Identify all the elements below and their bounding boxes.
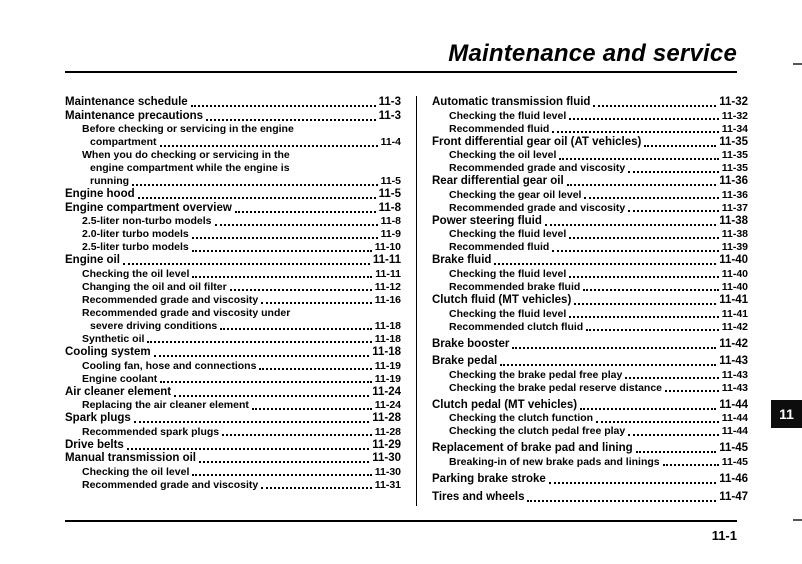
crop-mark-top bbox=[793, 63, 802, 65]
chapter-tab-label: 11 bbox=[779, 406, 794, 422]
toc-subentry[interactable] bbox=[432, 123, 748, 136]
toc-entry-label: Clutch pedal (MT vehicles) bbox=[432, 398, 578, 411]
dot-leader bbox=[192, 474, 371, 476]
toc-entry-label-line: Before checking or servicing in the engine bbox=[82, 123, 294, 136]
toc-entry-page: 11-5 bbox=[380, 175, 401, 188]
toc-right-column bbox=[432, 96, 748, 504]
toc-entry-page: 11-11 bbox=[372, 254, 401, 267]
toc-subentry[interactable] bbox=[432, 382, 748, 395]
toc-entry-page: 11-43 bbox=[721, 381, 748, 394]
dot-leader bbox=[494, 263, 716, 265]
dot-leader bbox=[199, 461, 369, 463]
toc-entry[interactable] bbox=[432, 355, 748, 369]
dot-leader bbox=[174, 395, 369, 397]
toc-entry-page: 11-42 bbox=[719, 337, 748, 350]
toc-entry-page: 11-41 bbox=[721, 307, 748, 320]
toc-subentry[interactable] bbox=[432, 162, 748, 175]
dot-leader bbox=[559, 158, 718, 160]
toc-entry-label: Checking the fluid level bbox=[449, 109, 567, 122]
toc-entry-label: Power steering fluid bbox=[432, 214, 542, 227]
toc-entry-label: Engine coolant bbox=[82, 372, 158, 385]
column-divider bbox=[416, 96, 417, 506]
toc-entry[interactable] bbox=[65, 439, 401, 453]
toc-subentry[interactable] bbox=[65, 228, 401, 241]
toc-subentry[interactable] bbox=[65, 466, 401, 479]
toc-entry-page: 11-34 bbox=[721, 122, 748, 135]
toc-entry-label: Checking the clutch pedal free play bbox=[449, 425, 626, 438]
toc-entry-label: running bbox=[90, 175, 130, 188]
toc-entry[interactable] bbox=[65, 188, 401, 202]
dot-leader bbox=[569, 237, 718, 239]
toc-subentry[interactable] bbox=[65, 149, 401, 188]
toc-entry[interactable] bbox=[65, 386, 401, 400]
toc-entry-page: 11-40 bbox=[719, 254, 748, 267]
dot-leader bbox=[192, 237, 378, 239]
toc-subentry[interactable] bbox=[65, 268, 401, 281]
toc-entry-label: Brake booster bbox=[432, 337, 510, 350]
dot-leader bbox=[593, 105, 716, 107]
page-number: 11-1 bbox=[711, 528, 737, 543]
toc-subentry[interactable] bbox=[432, 241, 748, 254]
toc-entry-label: Recommended fluid bbox=[449, 122, 550, 135]
toc-subentry[interactable] bbox=[65, 373, 401, 386]
dot-leader bbox=[545, 224, 716, 226]
dot-leader bbox=[500, 364, 716, 366]
toc-entry-page: 11-28 bbox=[372, 412, 401, 425]
dot-leader bbox=[154, 355, 370, 357]
toc-entry-label: Checking the gear oil level bbox=[449, 188, 582, 201]
toc-entry-label: Breaking-in of new brake pads and linings bbox=[449, 455, 660, 468]
toc-subentry[interactable] bbox=[65, 307, 401, 333]
toc-entry[interactable] bbox=[65, 254, 401, 268]
toc-entry-page: 11-19 bbox=[374, 359, 401, 372]
dot-leader bbox=[567, 184, 717, 186]
toc-entry-page: 11-44 bbox=[721, 425, 748, 438]
dot-leader bbox=[138, 197, 376, 199]
dot-leader bbox=[127, 448, 369, 450]
toc-entry-page: 11-12 bbox=[374, 280, 401, 293]
dot-leader bbox=[625, 377, 718, 379]
toc-entry-page: 11-19 bbox=[374, 372, 401, 385]
toc-entry-page: 11-36 bbox=[721, 188, 748, 201]
toc-subentry[interactable] bbox=[432, 456, 748, 469]
toc-entry-label: Front differential gear oil (AT vehicles) bbox=[432, 135, 642, 148]
toc-subentry[interactable] bbox=[65, 399, 401, 412]
toc-subentry[interactable] bbox=[65, 215, 401, 228]
dot-leader bbox=[628, 434, 719, 436]
toc-entry-page: 11-8 bbox=[380, 215, 401, 228]
toc-entry-page: 11-3 bbox=[378, 96, 401, 108]
toc-subentry[interactable] bbox=[432, 321, 748, 334]
dot-leader bbox=[160, 381, 371, 383]
toc-entry-page: 11-43 bbox=[721, 368, 748, 381]
toc-entry[interactable] bbox=[65, 452, 401, 466]
toc-entry-label: Engine oil bbox=[65, 254, 120, 267]
toc-entry-label: Checking the oil level bbox=[449, 149, 557, 162]
toc-entry-page: 11-40 bbox=[721, 280, 748, 293]
toc-left-column bbox=[65, 96, 401, 492]
crop-mark-bottom bbox=[793, 519, 802, 521]
dot-leader bbox=[192, 250, 372, 252]
dot-leader bbox=[569, 276, 718, 278]
dot-leader bbox=[569, 316, 718, 318]
chapter-tab bbox=[771, 400, 802, 428]
dot-leader bbox=[636, 451, 717, 453]
dot-leader bbox=[583, 289, 718, 291]
toc-entry[interactable] bbox=[432, 338, 748, 352]
toc-entry-page: 11-35 bbox=[721, 162, 748, 175]
toc-subentry[interactable] bbox=[432, 268, 748, 281]
dot-leader bbox=[220, 328, 372, 330]
toc-entry-label: Checking the brake pedal free play bbox=[449, 368, 623, 381]
toc-entry-label: Checking the fluid level bbox=[449, 267, 567, 280]
toc-entry-page: 11-43 bbox=[719, 355, 748, 368]
toc-entry-label: Drive belts bbox=[65, 438, 124, 451]
dot-leader bbox=[628, 171, 718, 173]
toc-entry[interactable] bbox=[432, 215, 748, 229]
dot-leader bbox=[261, 487, 371, 489]
toc-entry-page: 11-9 bbox=[380, 228, 401, 241]
dot-leader bbox=[222, 434, 372, 436]
header-rule bbox=[65, 71, 737, 73]
toc-entry-page: 11-35 bbox=[719, 135, 748, 148]
dot-leader bbox=[252, 408, 372, 410]
dot-leader bbox=[596, 421, 719, 423]
toc-entry[interactable] bbox=[65, 202, 401, 216]
toc-entry-label: Engine hood bbox=[65, 188, 135, 201]
toc-entry-label: Tires and wheels bbox=[432, 490, 525, 503]
toc-entry-label: Cooling system bbox=[65, 345, 151, 358]
toc-entry-label: Recommended grade and viscosity bbox=[449, 201, 626, 214]
dot-leader bbox=[206, 119, 376, 121]
toc-subentry[interactable] bbox=[432, 369, 748, 382]
dot-leader bbox=[586, 329, 719, 331]
toc-entry-page: 11-44 bbox=[721, 412, 748, 425]
dot-leader bbox=[574, 303, 716, 305]
toc-subentry[interactable] bbox=[432, 189, 748, 202]
dot-leader bbox=[527, 500, 716, 502]
toc-entry-label: Cooling fan, hose and connections bbox=[82, 359, 257, 372]
toc-entry-page: 11-37 bbox=[721, 201, 748, 214]
toc-entry-label: Checking the fluid level bbox=[449, 307, 567, 320]
toc-entry-label: Checking the oil level bbox=[82, 465, 190, 478]
dot-leader bbox=[192, 276, 372, 278]
toc-entry-page: 11-36 bbox=[719, 175, 748, 188]
toc-entry-label: Replacement of brake pad and lining bbox=[432, 442, 633, 455]
dot-leader bbox=[160, 145, 378, 147]
page-title: Maintenance and service bbox=[448, 40, 737, 67]
dot-leader bbox=[123, 263, 370, 265]
toc-subentry[interactable] bbox=[432, 228, 748, 241]
toc-entry-label: severe driving conditions bbox=[90, 319, 218, 332]
toc-entry[interactable] bbox=[432, 442, 748, 456]
toc-subentry[interactable] bbox=[65, 479, 401, 492]
toc-entry-label: Checking the clutch function bbox=[449, 412, 594, 425]
toc-entry-page: 11-44 bbox=[719, 398, 748, 411]
toc-entry-label: 2.0-liter turbo models bbox=[82, 228, 189, 241]
toc-entry[interactable] bbox=[432, 175, 748, 189]
toc-entry-page: 11-5 bbox=[378, 188, 401, 201]
toc-subentry[interactable] bbox=[432, 281, 748, 294]
toc-subentry[interactable] bbox=[432, 425, 748, 438]
dot-leader bbox=[665, 390, 719, 392]
toc-subentry[interactable] bbox=[65, 360, 401, 373]
toc-entry[interactable] bbox=[65, 110, 401, 124]
toc-subentry[interactable] bbox=[65, 333, 401, 346]
toc-entry[interactable] bbox=[65, 412, 401, 426]
toc-subentry[interactable] bbox=[65, 294, 401, 307]
toc-entry-label: Parking brake stroke bbox=[432, 472, 546, 485]
dot-leader bbox=[580, 408, 716, 410]
toc-entry-label: Recommended grade and viscosity bbox=[449, 162, 626, 175]
toc-entry-page: 11-18 bbox=[374, 332, 401, 345]
toc-entry[interactable] bbox=[432, 254, 748, 268]
toc-entry[interactable] bbox=[65, 96, 401, 110]
toc-entry-page: 11-41 bbox=[719, 293, 748, 306]
toc-entry-page: 11-10 bbox=[374, 241, 401, 254]
toc-entry-page: 11-46 bbox=[719, 472, 748, 485]
toc-entry-page: 11-24 bbox=[372, 385, 401, 398]
toc-entry-label: Brake fluid bbox=[432, 254, 492, 267]
toc-subentry[interactable] bbox=[65, 281, 401, 294]
toc-entry-label-line: When you do checking or servicing in the bbox=[82, 149, 290, 162]
toc-subentry[interactable] bbox=[432, 308, 748, 321]
toc-entry-page: 11-39 bbox=[721, 241, 748, 254]
toc-entry-label: Maintenance precautions bbox=[65, 109, 204, 122]
toc-entry-page: 11-18 bbox=[374, 319, 401, 332]
dot-leader bbox=[134, 421, 369, 423]
toc-entry-label: Rear differential gear oil bbox=[432, 175, 564, 188]
toc bbox=[65, 96, 748, 506]
dot-leader bbox=[132, 184, 377, 186]
toc-entry-page: 11-32 bbox=[721, 109, 748, 122]
toc-entry-page: 11-35 bbox=[721, 149, 748, 162]
toc-entry-label: Checking the brake pedal reserve distance bbox=[449, 381, 663, 394]
toc-entry-page: 11-4 bbox=[380, 136, 401, 149]
toc-subentry[interactable] bbox=[432, 202, 748, 215]
toc-entry-page: 11-29 bbox=[372, 438, 401, 451]
dot-leader bbox=[569, 118, 718, 120]
toc-entry-label-line: Recommended grade and viscosity under bbox=[82, 306, 291, 319]
dot-leader bbox=[191, 105, 376, 107]
dot-leader bbox=[215, 224, 378, 226]
footer-rule bbox=[65, 520, 737, 522]
toc-entry-page: 11-47 bbox=[719, 490, 748, 503]
dot-leader bbox=[552, 131, 718, 133]
toc-entry-label: Recommended brake fluid bbox=[449, 280, 581, 293]
dot-leader bbox=[147, 341, 371, 343]
toc-entry-label: 2.5-liter turbo models bbox=[82, 241, 189, 254]
toc-entry-label: Changing the oil and oil filter bbox=[82, 280, 227, 293]
toc-entry-page: 11-11 bbox=[375, 267, 401, 280]
toc-entry-label: Checking the fluid level bbox=[449, 228, 567, 241]
toc-entry-label: Maintenance schedule bbox=[65, 96, 188, 108]
toc-entry[interactable] bbox=[432, 491, 748, 505]
toc-entry-page: 11-18 bbox=[372, 345, 401, 358]
toc-entry-page: 11-31 bbox=[374, 478, 401, 491]
toc-entry-label: Air cleaner element bbox=[65, 385, 172, 398]
dot-leader bbox=[549, 482, 716, 484]
toc-entry-label: Automatic transmission fluid bbox=[432, 96, 591, 108]
toc-entry[interactable] bbox=[432, 473, 748, 487]
dot-leader bbox=[628, 210, 718, 212]
toc-subentry[interactable] bbox=[432, 149, 748, 162]
toc-subentry[interactable] bbox=[65, 426, 401, 439]
toc-entry-label: Replacing the air cleaner element bbox=[82, 399, 249, 412]
toc-entry-page: 11-45 bbox=[719, 442, 748, 455]
toc-entry-page: 11-45 bbox=[721, 455, 748, 468]
toc-entry-label: Recommended clutch fluid bbox=[449, 320, 584, 333]
toc-entry-label-line: engine compartment while the engine is bbox=[90, 162, 290, 175]
dot-leader bbox=[512, 347, 716, 349]
toc-entry-label: Clutch fluid (MT vehicles) bbox=[432, 293, 572, 306]
dot-leader bbox=[261, 302, 371, 304]
toc-subentry[interactable] bbox=[432, 412, 748, 425]
toc-subentry[interactable] bbox=[65, 241, 401, 254]
toc-entry-label: 2.5-liter non-turbo models bbox=[82, 215, 212, 228]
toc-entry-page: 11-3 bbox=[378, 109, 401, 122]
toc-entry[interactable] bbox=[432, 399, 748, 413]
toc-entry[interactable] bbox=[432, 136, 748, 150]
toc-entry[interactable] bbox=[65, 346, 401, 360]
toc-entry-label: Recommended grade and viscosity bbox=[82, 478, 259, 491]
toc-entry-page: 11-42 bbox=[721, 320, 748, 333]
toc-entry-page: 11-8 bbox=[378, 201, 401, 214]
dot-leader bbox=[644, 145, 716, 147]
toc-entry-page: 11-38 bbox=[719, 214, 748, 227]
toc-entry[interactable] bbox=[432, 294, 748, 308]
toc-subentry[interactable] bbox=[432, 110, 748, 123]
dot-leader bbox=[259, 368, 371, 370]
dot-leader bbox=[663, 464, 719, 466]
toc-entry-label: Checking the oil level bbox=[82, 267, 190, 280]
dot-leader bbox=[235, 211, 376, 213]
toc-entry-label: Spark plugs bbox=[65, 412, 131, 425]
dot-leader bbox=[552, 250, 718, 252]
toc-entry-page: 11-38 bbox=[721, 228, 748, 241]
toc-entry-label: Recommended grade and viscosity bbox=[82, 293, 259, 306]
toc-entry-page: 11-16 bbox=[374, 293, 401, 306]
toc-entry-label: Engine compartment overview bbox=[65, 201, 232, 214]
toc-entry-page: 11-30 bbox=[374, 465, 401, 478]
toc-entry-page: 11-32 bbox=[719, 96, 748, 108]
dot-leader bbox=[230, 289, 372, 291]
toc-entry-label: Brake pedal bbox=[432, 355, 498, 368]
toc-subentry[interactable] bbox=[65, 123, 401, 149]
toc-entry-label: Manual transmission oil bbox=[65, 452, 196, 465]
toc-entry-label: Recommended spark plugs bbox=[82, 425, 220, 438]
toc-entry-page: 11-30 bbox=[372, 452, 401, 465]
toc-entry[interactable] bbox=[432, 96, 748, 110]
toc-entry-page: 11-40 bbox=[721, 267, 748, 280]
toc-entry-page: 11-24 bbox=[374, 399, 401, 412]
toc-entry-label: compartment bbox=[90, 136, 157, 149]
dot-leader bbox=[584, 197, 718, 199]
toc-entry-label: Synthetic oil bbox=[82, 332, 145, 345]
toc-entry-label: Recommended fluid bbox=[449, 241, 550, 254]
toc-entry-page: 11-28 bbox=[374, 425, 401, 438]
